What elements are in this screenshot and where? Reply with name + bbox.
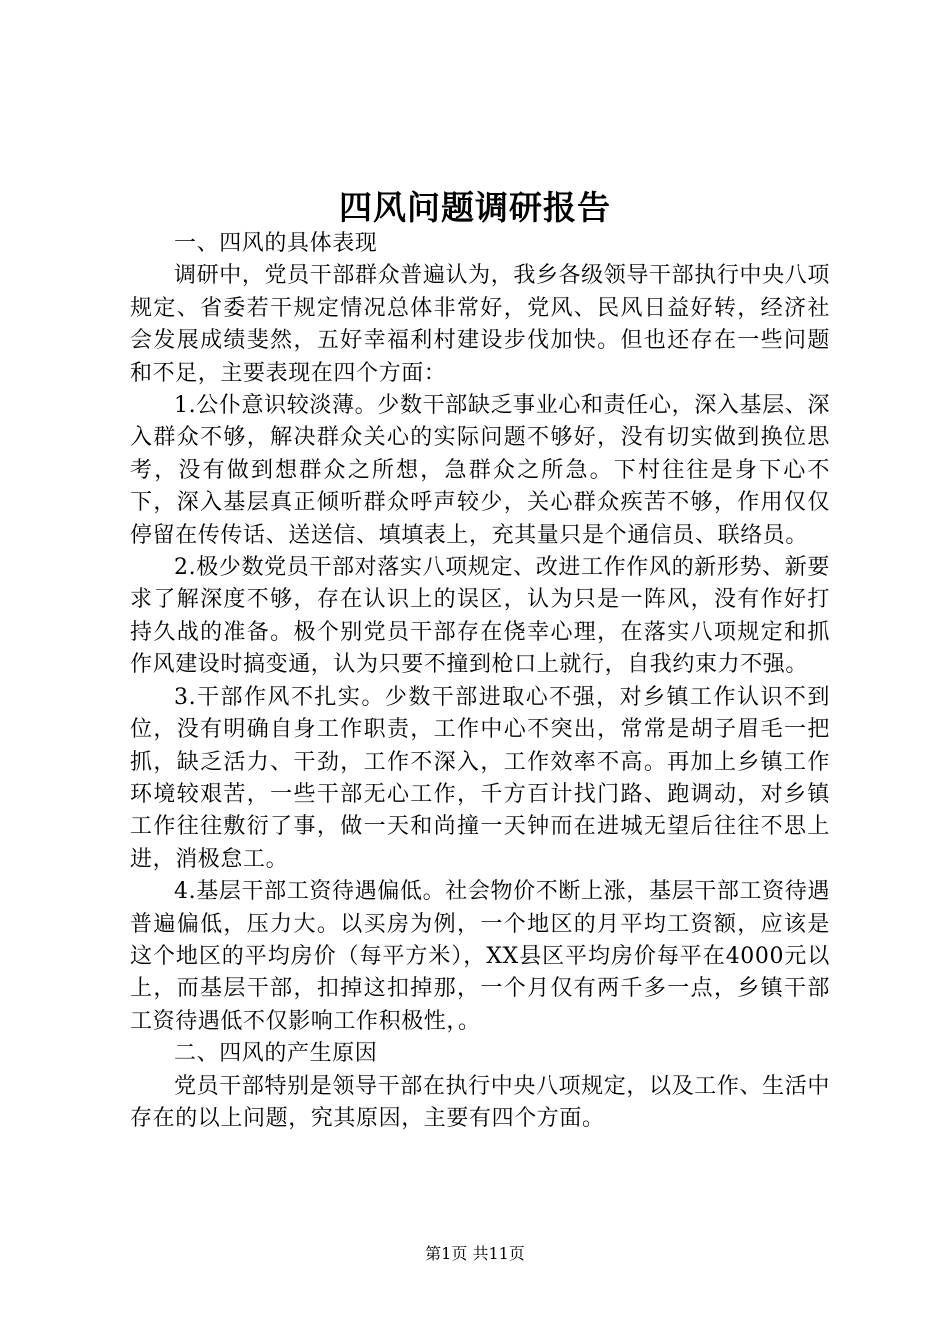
- paragraph-item-2: 2.极少数党员干部对落实八项规定、改进工作作风的新形势、新要求了解深度不够，存在认识上的误区，认为只是一阵风，没有作好打持久战的准备。极个别党员干部存在侥幸心理，在落实八项规定和抓作风建设时搞变通，认为只要不撞到枪口上就行，自我约束力不强。: [130, 555, 830, 678]
- document-body: [130, 228, 830, 1135]
- section-heading-1: 一、四风的具体表现: [174, 231, 378, 256]
- paragraph-item-3: 3.干部作风不扎实。少数干部进取心不强，对乡镇工作认识不到位，没有明确自身工作职责，工作中心不突出，常常是胡子眉毛一把抓，缺乏活力、干劲，工作不深入，工作效率不高。再加上乡镇工作环境较艰苦，一些干部无心工作，千方百计找门路、跑调动，对乡镇工作往往敷衍了事，做一天和尚撞一天钟而在进城无望后往往不思上进，消极怠工。: [130, 684, 830, 872]
- paragraph-item-1: 1.公仆意识较淡薄。少数干部缺乏事业心和责任心，深入基层、深入群众不够，解决群众关心的实际问题不够好，没有切实做到换位思考，没有做到想群众之所想，急群众之所急。下村往往是身下心不下，深入基层真正倾听群众呼声较少，关心群众疾苦不够，作用仅仅停留在传传话、送送信、填填表上，充其量只是个通信员、联络员。: [130, 393, 830, 548]
- paragraph-intro: 调研中，党员干部群众普遍认为，我乡各级领导干部执行中央八项规定、省委若干规定情况总体非常好，党风、民风日益好转，经济社会发展成绩斐然，五好幸福利村建设步伐加快。但也还存在一些问题和不足，主要表现在四个方面：: [130, 263, 830, 386]
- document-title: 四风问题调研报告: [339, 188, 611, 227]
- paragraph-item-4: 4.基层干部工资待遇偏低。社会物价不断上涨，基层干部工资待遇普遍偏低，压力大。以买房为例，一个地区的月平均工资额，应该是这个地区的平均房价（每平方米），XX县区平均房价每平在4000元以上，而基层干部，扣掉这扣掉那，一个月仅有两千多一点，乡镇干部工资待遇低不仅影响工作积极性，。: [130, 879, 830, 1034]
- page-footer: 第1页 共11页: [425, 1244, 525, 1263]
- paragraph-causes: 党员干部特别是领导干部在执行中央八项规定，以及工作、生活中存在的以上问题，究其原因，主要有四个方面。: [130, 1073, 830, 1131]
- section-heading-2: 二、四风的产生原因: [174, 1041, 378, 1067]
